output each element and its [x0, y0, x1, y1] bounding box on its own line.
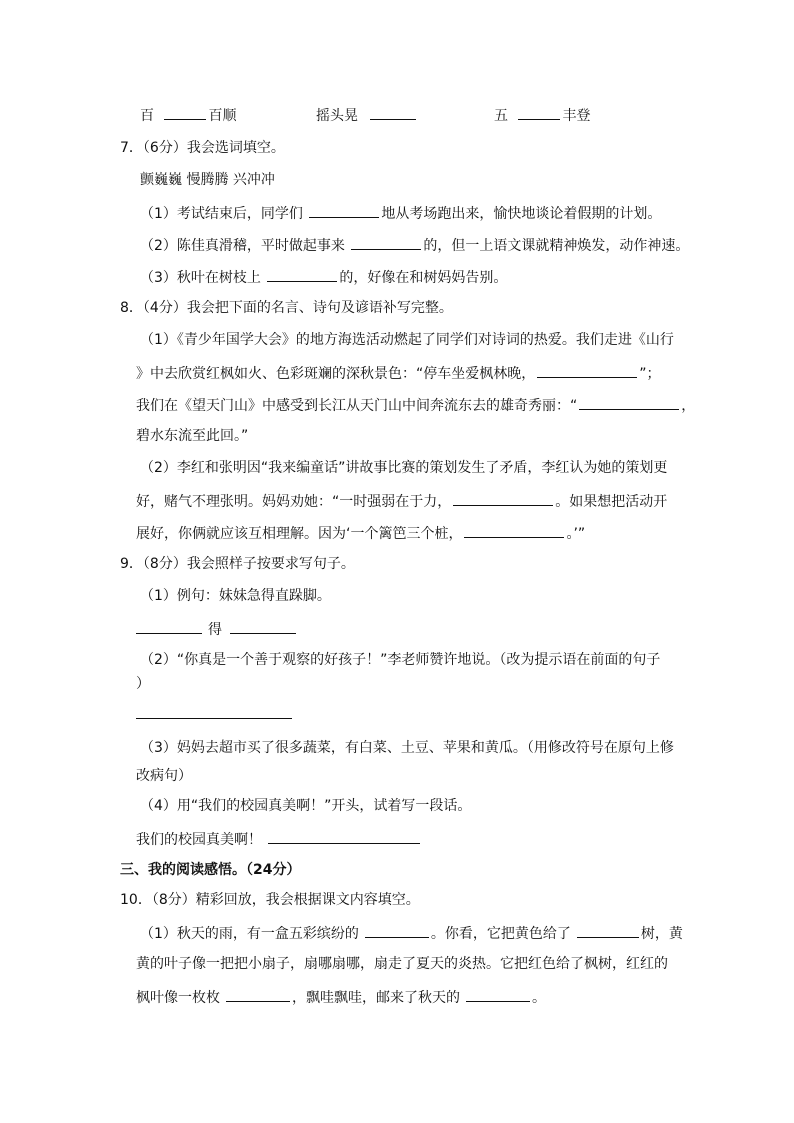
q10-l1-c: 树，黄 — [640, 926, 683, 942]
blank-q10-2[interactable] — [577, 922, 639, 938]
q8-p1-line1: （1）《青少年国学大会》的地方海选活动燃起了同学们对诗词的热爱。我们走进《山行 — [140, 332, 674, 348]
idiom-line — [140, 104, 236, 124]
q8-p1-line4: 碧水东流至此回。” — [136, 428, 249, 444]
blank-q7-3[interactable] — [267, 266, 337, 282]
q7-s2-pre: （2）陈佳真滑稽，平时做起事来 — [140, 238, 345, 254]
q7-title: 7．（6分）我会选词填空。 — [120, 140, 285, 156]
q10-l1-b: 。你看，它把黄色给了 — [430, 926, 571, 942]
q10-line2: 黄的叶子像一把把小扇子，扇哪扇哪，扇走了夏天的炎热。它把红色给了枫树，红红的 — [136, 956, 668, 972]
idiom-3-prefix: 五 — [494, 108, 508, 124]
q9-sentence-3-line2: 改病句） — [136, 768, 192, 784]
q9-sentence-2-line2: ） — [136, 676, 150, 692]
q8-p2-l3-pre: 展好，你俩就应该互相理解。因为‘一个篱笆三个桩， — [136, 526, 463, 542]
q8-p1-line2 — [136, 362, 661, 382]
q10-l1-a: （1）秋天的雨，有一盒五彩缤纷的 — [140, 926, 359, 942]
q8-p2-line1: （2）李红和张明因“我来编童话”讲故事比赛的策划发生了矛盾，李红认为她的策划更 — [140, 460, 668, 476]
q9-s4-answer-line — [136, 828, 420, 848]
q7-word-options: 颤巍巍 慢腾腾 兴冲冲 — [140, 172, 275, 188]
q8-p1-line3 — [136, 394, 695, 414]
q8-p1-l2-pre: 》中去欣赏红枫如火、色彩斑斓的深秋景色：“停车坐爱枫林晚， — [136, 366, 536, 382]
blank-q10-4[interactable] — [466, 986, 530, 1002]
idiom-3-line — [494, 104, 590, 124]
q9-s4-start: 我们的校园真美啊！ — [136, 832, 262, 848]
blank-q7-2[interactable] — [351, 234, 421, 250]
q8-p2-l2-post: 。如果想把活动开 — [555, 494, 668, 510]
blank-q8-1[interactable] — [537, 362, 637, 378]
q8-p2-line2 — [136, 490, 667, 510]
q9-title: 9．（8分）我会照样子按要求写句子。 — [120, 556, 355, 572]
blank-q7-1[interactable] — [309, 202, 379, 218]
idiom-2-line — [316, 104, 416, 124]
q7-sentence-2 — [140, 234, 689, 254]
blank-q8-3[interactable] — [453, 490, 553, 506]
q10-line1 — [140, 922, 683, 942]
idiom-3-suffix: 丰登 — [562, 108, 591, 124]
answer-line-q9-2[interactable] — [136, 718, 292, 719]
q8-p1-l3-pre: 我们在《望天门山》中感受到长江从天门山中间奔流东去的雄奇秀丽：“ — [136, 398, 578, 414]
blank-idiom-3[interactable] — [518, 104, 560, 120]
q7-s2-post: 的，但一上语文课就精神焕发，动作神速。 — [423, 238, 690, 254]
q8-title: 8．（4分）我会把下面的名言、诗句及谚语补写完整。 — [120, 300, 453, 316]
q8-p2-l2-pre: 好，赌气不理张明。妈妈劝她：“一时强弱在于力， — [136, 494, 452, 510]
q10-l3-a: 枫叶像一枚枚 — [136, 990, 220, 1006]
blank-q9-1b[interactable] — [230, 618, 296, 634]
q10-l3-c: 。 — [532, 990, 546, 1006]
q8-p1-l2-post: ”； — [639, 366, 661, 382]
q9-sentence-3-line1: （3）妈妈去超市买了很多蔬菜，有白菜、土豆、苹果和黄瓜。（用修改符号在原句上修 — [140, 740, 674, 756]
q7-s1-post: 地从考场跑出来，愉快地谈论着假期的计划。 — [381, 206, 662, 222]
idiom-1-suffix: 百顺 — [208, 108, 237, 124]
blank-q8-2[interactable] — [579, 394, 679, 410]
blank-q9-1a[interactable] — [136, 618, 202, 634]
q10-l3-b: ，飘哇飘哇，邮来了秋天的 — [292, 990, 460, 1006]
q9-s1-mid: 得 — [208, 622, 222, 638]
q9-sentence-1: （1）例句：妹妹急得直跺脚。 — [140, 588, 331, 604]
q10-line3 — [136, 986, 546, 1006]
q9-sentence-2-line1: （2）“你真是一个善于观察的好孩子！”李老师赞许地说。（改为提示语在前面的句子 — [140, 652, 661, 668]
blank-q9-4[interactable] — [268, 828, 420, 844]
blank-q10-1[interactable] — [365, 922, 429, 938]
q8-p2-l3-post: 。’” — [566, 526, 586, 542]
q7-sentence-3 — [140, 266, 507, 286]
blank-idiom-1[interactable] — [164, 104, 206, 120]
q10-title: 10．（8分）精彩回放，我会根据课文内容填空。 — [120, 892, 420, 908]
q9-sentence-4: （4）用“我们的校园真美啊！”开头，试着写一段话。 — [140, 798, 472, 814]
section-3-heading: 三、我的阅读感悟。（24分） — [120, 862, 301, 878]
idiom-2-prefix: 摇头晃 — [316, 108, 358, 124]
q7-s3-pre: （3）秋叶在树枝上 — [140, 270, 261, 286]
idiom-1-prefix: 百 — [140, 108, 154, 124]
q9-s1-answer-line — [136, 618, 296, 638]
q8-p2-line3 — [136, 522, 585, 542]
q7-sentence-1 — [140, 202, 661, 222]
blank-q8-4[interactable] — [464, 522, 564, 538]
q7-s3-post: 的，好像在和树妈妈告别。 — [339, 270, 508, 286]
q7-s1-pre: （1）考试结束后，同学们 — [140, 206, 303, 222]
q8-p1-l3-post: ， — [681, 398, 696, 414]
blank-idiom-2[interactable] — [370, 104, 416, 120]
blank-q10-3[interactable] — [226, 986, 290, 1002]
